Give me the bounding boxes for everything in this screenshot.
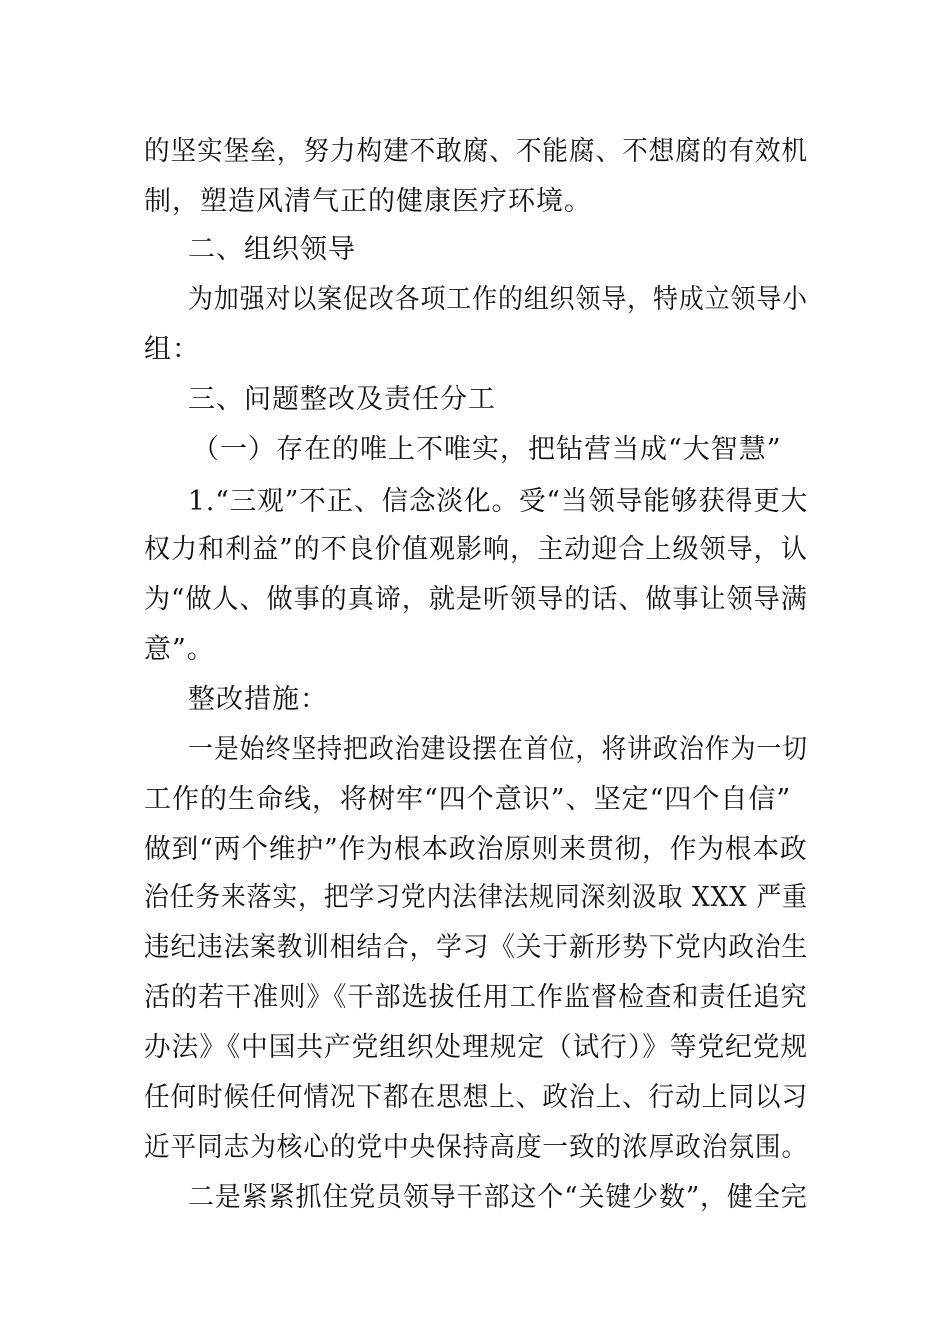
text-line: 近平同志为核心的党中央保持高度一致的浓厚政治氛围。 xyxy=(144,1132,809,1163)
text-line: 1.“三观”不正、信念淡化。受“当领导能够获得更大 xyxy=(188,486,809,517)
text-line: 治任务来落实，把学习党内法律法规同深刻汲取 XXX 严重 xyxy=(144,882,808,913)
section-heading: 三、问题整改及责任分工 xyxy=(188,384,496,415)
text-line: 活的若干准则》《干部选拔任用工作监督检查和责任追究 xyxy=(144,982,808,1013)
text-line: 为加强对以案促改各项工作的组织领导，特成立领导小 xyxy=(188,284,808,315)
text-line: 为“做人、做事的真谛，就是听领导的话、做事让领导满 xyxy=(144,584,808,615)
text-line: 办法》《中国共产党组织处理规定（试行）》等党纪党规 xyxy=(144,1032,808,1063)
text-line: 工作的生命线，将树牢“四个意识”、坚定“四个自信” xyxy=(144,784,792,815)
text-line: 整改措施： xyxy=(188,684,328,715)
section-heading: 二、组织领导 xyxy=(188,234,356,265)
text-line: 违纪违法案教训相结合，学习《关于新形势下党内政治生 xyxy=(144,932,809,963)
text-line: 制，塑造风清气正的健康医疗环境。 xyxy=(144,186,592,217)
text-line: 组： xyxy=(144,334,200,365)
text-line: 一是始终坚持把政治建设摆在首位，将讲政治作为一切 xyxy=(188,734,808,765)
text-line: 任何时候任何情况下都在思想上、政治上、行动上同以习 xyxy=(144,1082,809,1113)
subsection-heading: （一）存在的唯上不唯实，把钻营当成“大智慧” xyxy=(192,434,782,465)
text-line: 的坚实堡垒，努力构建不敢腐、不能腐、不想腐的有效机 xyxy=(144,136,809,167)
text-line: 权力和利益”的不良价值观影响，主动迎合上级领导，认 xyxy=(144,534,808,565)
text-line: 意”。 xyxy=(144,634,215,665)
text-line: 二是紧紧抓住党员领导干部这个“关键少数”，健全完 xyxy=(188,1182,808,1213)
text-line: 做到“两个维护”作为根本政治原则来贯彻，作为根本政 xyxy=(144,834,808,865)
